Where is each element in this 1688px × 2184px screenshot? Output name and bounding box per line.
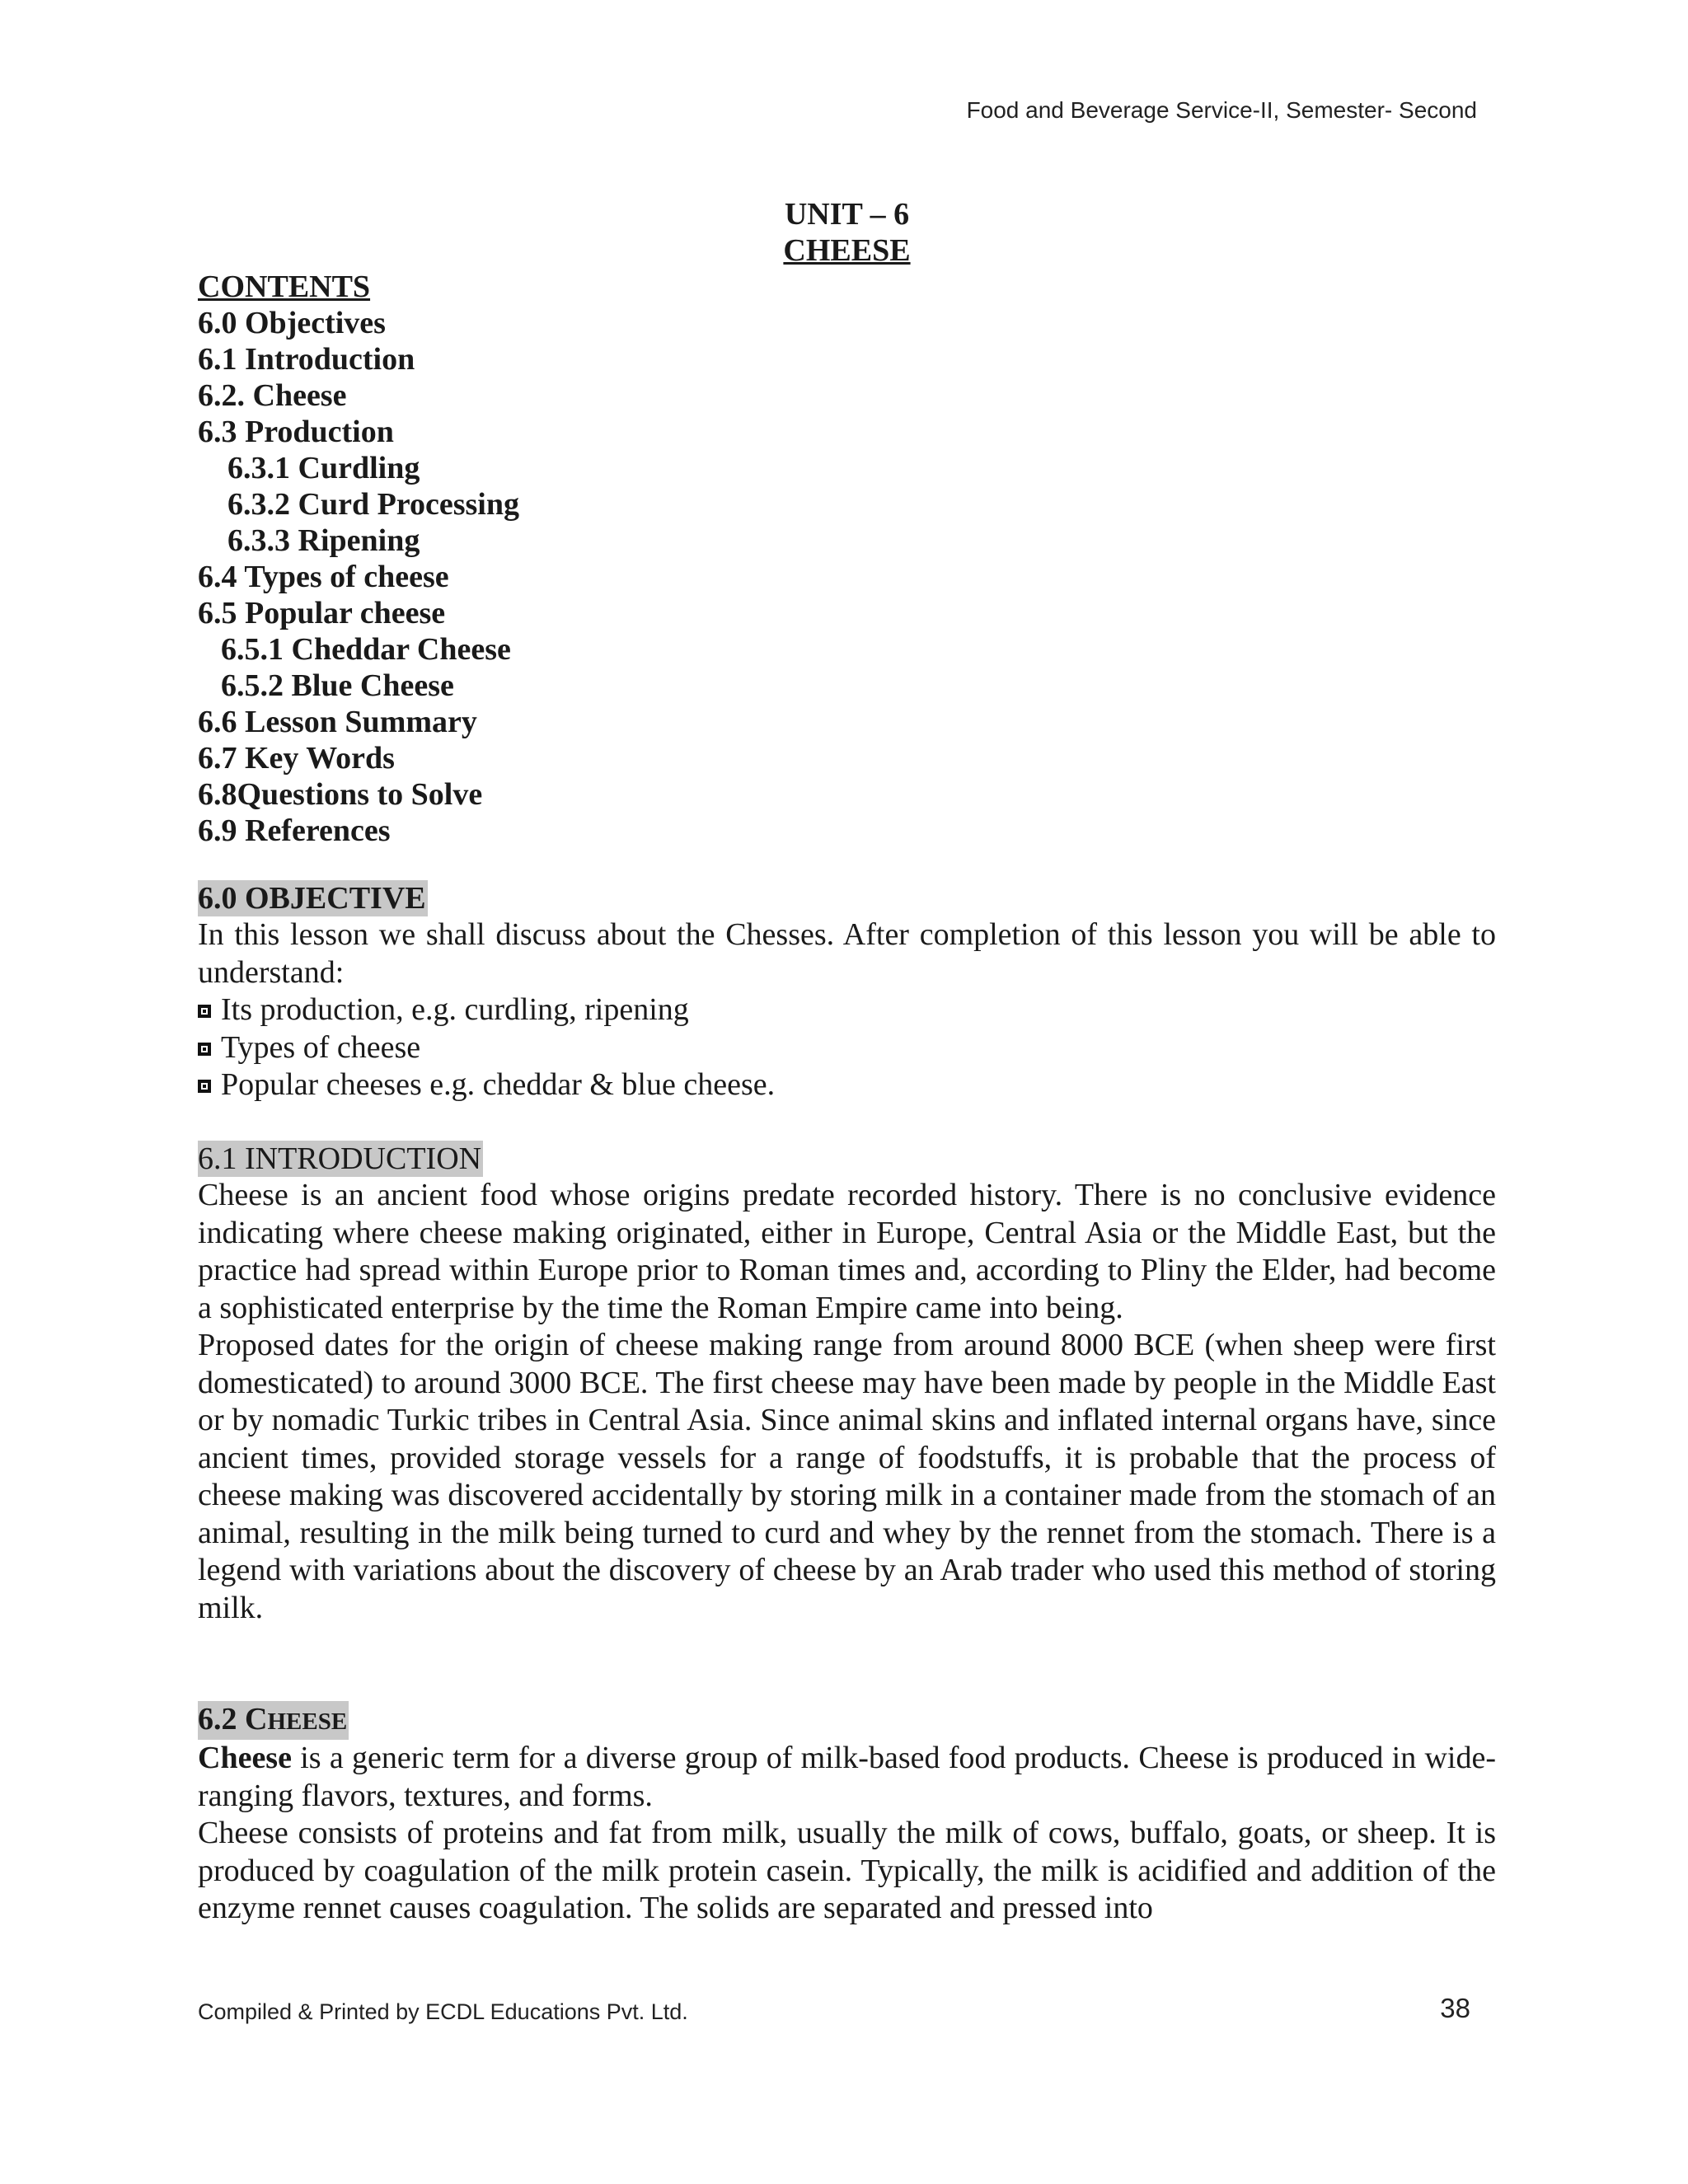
bullet-text: Types of cheese	[221, 1029, 421, 1065]
toc-item: 6.5.2 Blue Cheese	[221, 668, 454, 703]
toc-item: 6.2. Cheese	[198, 378, 347, 413]
toc-item: 6.4 Types of cheese	[198, 560, 449, 594]
objective-bullet	[198, 991, 1496, 1029]
introduction-heading: 6.1 INTRODUCTION	[198, 1141, 482, 1176]
introduction-paragraph: Cheese is an ancient food whose origins predate recorded history. There is no conclusive evidence indicating where cheese making originated, either in Europe, Central Asia or the Middle East, but the practice had spread within Europe prior to Roman times and, according to Pliny the Elder, had become a sophisticated enterprise by the time the Roman Empire came into being.	[198, 1178, 1496, 1325]
running-header: Food and Beverage Service-II, Semester- Second	[966, 97, 1477, 123]
unit-number: UNIT – 6	[784, 197, 910, 232]
objective-heading: 6.0 OBJECTIVE	[198, 881, 426, 916]
bullet-text: Popular cheeses e.g. cheddar & blue cheese.	[221, 1067, 776, 1102]
toc-item: 6.5.1 Cheddar Cheese	[221, 632, 511, 667]
toc-item: 6.6 Lesson Summary	[198, 705, 477, 739]
toc-item: 6.3.2 Curd Processing	[227, 487, 519, 522]
toc-item: 6.7 Key Words	[198, 741, 395, 776]
cheese-term: Cheese	[198, 1741, 292, 1775]
cheese-heading	[198, 1701, 349, 1740]
page-number: 38	[1440, 1993, 1470, 2023]
square-bullet-icon	[198, 1080, 211, 1093]
toc-item: 6.9 References	[198, 813, 391, 848]
toc-item: 6.8Questions to Solve	[198, 777, 483, 812]
square-bullet-icon	[198, 1005, 211, 1018]
cheese-heading-lead: 6.2 C	[198, 1702, 268, 1736]
toc-item: 6.3 Production	[198, 415, 394, 449]
cheese-section	[198, 1701, 1496, 1928]
introduction-paragraph: Proposed dates for the origin of cheese making range from around 8000 BCE (when sheep were first domesticated) to around 3000 BCE. The first cheese may have been made by people in the Middle East or by nomadic Turkic tribes in Central Asia. Since animal skins and inflated internal organs have, since ancient times, provided storage vessels for a range of foodstuffs, it is probable that the process of cheese making was discovered accidentally by storing milk in a container made from the stomach of an animal, resulting in the milk being turned to curd and whey by the rennet from the stomach. There is a legend with variations about the discovery of cheese by an Arab trader who used this method of storing milk.	[198, 1328, 1496, 1625]
cheese-heading-rest: HEESE	[267, 1708, 348, 1735]
toc-item: 6.5 Popular cheese	[198, 596, 446, 630]
unit-title: CHEESE	[783, 233, 911, 268]
objective-section	[198, 880, 1496, 1104]
cheese-paragraph-text: is a generic term for a diverse group of milk-based food products. Cheese is produced in wide-ranging flavors, textures, and forms.	[198, 1741, 1496, 1813]
toc-item: 6.0 Objectives	[198, 306, 386, 340]
toc-item: 6.3.3 Ripening	[227, 523, 420, 558]
unit-heading	[198, 196, 1496, 269]
square-bullet-icon	[198, 1043, 211, 1056]
toc-item: 6.3.1 Curdling	[227, 451, 420, 485]
toc-title: CONTENTS	[198, 269, 371, 304]
toc-item: 6.1 Introduction	[198, 342, 415, 377]
objective-bullet	[198, 1029, 1496, 1067]
introduction-section	[198, 1141, 1496, 1627]
cheese-paragraph	[198, 1740, 1496, 1815]
bullet-text: Its production, e.g. curdling, ripening	[221, 992, 689, 1027]
table-of-contents	[198, 269, 940, 849]
footer-credit: Compiled & Printed by ECDL Educations Pvt. Ltd.	[198, 1999, 688, 2024]
cheese-paragraph: Cheese consists of proteins and fat from milk, usually the milk of cows, buffalo, goats, or sheep. It is produced by coagulation of the milk protein casein. Typically, the milk is acidified and addition of the enzyme rennet causes coagulation. The solids are separated and pressed into	[198, 1816, 1496, 1925]
objective-bullet	[198, 1066, 1496, 1104]
objective-intro: In this lesson we shall discuss about the Chesses. After completion of this lesson you will be able to understand:	[198, 917, 1496, 990]
